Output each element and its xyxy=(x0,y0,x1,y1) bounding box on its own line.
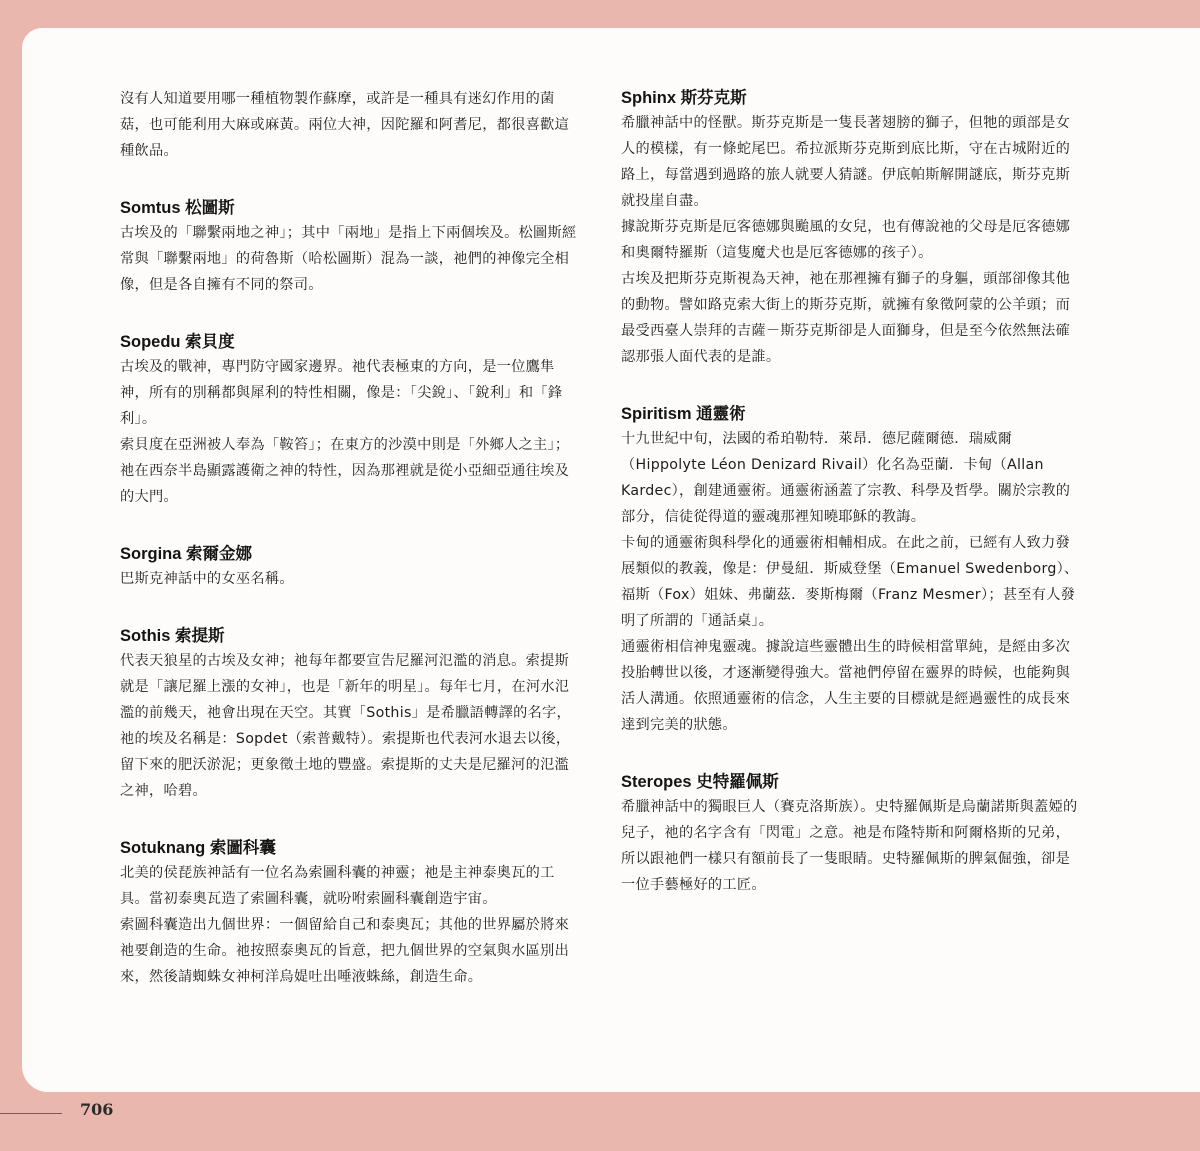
entry-paragraph: 據說斯芬克斯是厄客德娜與颱風的女兒，也有傳說祂的父母是厄客德娜和奧爾特羅斯（這隻魔犬也是厄客德娜的孩子）。 xyxy=(621,219,1071,261)
entry-paragraph: 索圖科囊造出九個世界：一個留給自己和泰奧瓦；其他的世界屬於將來祂要創造的生命。祂按照泰奧瓦的旨意，把九個世界的空氣與水區別出來，然後請蜘蛛女神柯洋烏媞吐出唾液蛛絲，創造生命。 xyxy=(120,917,570,985)
entry-paragraph: 古埃及把斯芬克斯視為天神，祂在那裡擁有獅子的身軀，頭部卻像其他的動物。譬如路克索大街上的斯芬克斯，就擁有象徵阿蒙的公羊頭；而最受西臺人崇拜的吉薩－斯芬克斯卻是人面獅身，但是至今依然無法確認那張人面代表的是誰。 xyxy=(621,271,1071,365)
right-column xyxy=(621,86,1079,930)
entry-paragraph: 古埃及的戰神，專門防守國家邊界。祂代表極東的方向，是一位鷹隼神，所有的別稱都與犀利的特性相關，像是：「尖銳」、「銳利」和「鋒利」。 xyxy=(120,359,563,427)
entry-title: Spiritism 通靈術 xyxy=(621,405,746,423)
left-column xyxy=(120,86,578,1022)
entry-paragraph: 希臘神話中的怪獸。斯芬克斯是一隻長著翅膀的獅子，但牠的頭部是女人的模樣，有一條蛇尾巴。希拉派斯芬克斯到底比斯，守在古城附近的路上，每當遇到過路的旅人就要人猜謎。伊底帕斯解開謎底，斯芬克斯就投崖自盡。 xyxy=(621,115,1071,209)
entry-sphinx xyxy=(621,86,1079,370)
entry-title: Steropes 史特羅佩斯 xyxy=(621,773,779,791)
entry-title: Sorgina 索爾金娜 xyxy=(120,545,253,563)
entry-title: Sothis 索提斯 xyxy=(120,627,225,645)
entry-somtus xyxy=(120,196,578,298)
entry-title: Sotuknang 索圖科囊 xyxy=(120,839,276,857)
entry-paragraph: 十九世紀中旬，法國的希珀勒特．萊昂．德尼薩爾德．瑞威爾（Hippolyte Léon Denizard Rivail）化名為亞蘭．卡甸（Allan Kardec），創建通靈術。通靈術涵蓋了宗教、科學及哲學。關於宗教的部分，信徒從得道的靈魂那裡知曉耶穌的教誨。 xyxy=(621,431,1071,525)
entry-sopedu xyxy=(120,330,578,510)
entry-sotuknang xyxy=(120,836,578,990)
entry-title: Somtus 松圖斯 xyxy=(120,199,235,217)
entry-paragraph: 通靈術相信神鬼靈魂。據說這些靈體出生的時候相當單純，是經由多次投胎轉世以後，才逐漸變得強大。當祂們停留在靈界的時候，也能夠與活人溝通。依照通靈術的信念，人生主要的目標就是經過靈性的成長來達到完美的狀態。 xyxy=(621,639,1071,733)
entry-spiritism xyxy=(621,402,1079,738)
entry-title: Sphinx 斯芬克斯 xyxy=(621,89,747,107)
entry-paragraph: 古埃及的「聯繫兩地之神」；其中「兩地」是指上下兩個埃及。松圖斯經常與「聯繫兩地」的荷魯斯（哈松圖斯）混為一談，祂們的神像完全相像，但是各自擁有不同的祭司。 xyxy=(120,225,577,293)
entry-steropes xyxy=(621,770,1079,898)
entry-sorgina xyxy=(120,542,578,592)
entry-paragraph: 代表天狼星的古埃及女神；祂每年都要宣告尼羅河氾濫的消息。索提斯就是「讓尼羅上漲的女神」，也是「新年的明星」。每年七月，在河水氾濫的前幾天，祂會出現在天空。其實「Sothis」是希臘語轉譯的名字，祂的埃及名稱是：Sopdet（索普戴特）。索提斯也代表河水退去以後，留下來的肥沃淤泥；更象徵土地的豐盛。索提斯的丈夫是尼羅河的氾濫之神，哈碧。 xyxy=(120,653,572,799)
entry-sothis xyxy=(120,624,578,804)
entry-title: Sopedu 索貝度 xyxy=(120,333,235,351)
entry-paragraph: 巴斯克神話中的女巫名稱。 xyxy=(120,571,294,587)
entry-paragraph: 卡甸的通靈術與科學化的通靈術相輔相成。在此之前，已經有人致力發展類似的教義，像是：伊曼紐．斯威登堡（Emanuel Swedenborg）、福斯（Fox）姐妹、弗蘭茲．麥斯梅爾（Franz Mesmer）；甚至有人發明了所謂的「通話桌」。 xyxy=(621,535,1079,629)
entry-paragraph: 希臘神話中的獨眼巨人（賽克洛斯族）。史特羅佩斯是烏蘭諾斯與蓋婭的兒子，祂的名字含有「閃電」之意。祂是布隆特斯和阿爾格斯的兄弟，所以跟祂們一樣只有額前長了一隻眼睛。史特羅佩斯的脾氣倔強，卻是一位手藝極好的工匠。 xyxy=(621,799,1078,893)
lead-paragraph: 沒有人知道要用哪一種植物製作蘇摩，或許是一種具有迷幻作用的菌菇，也可能利用大麻或麻黃。兩位大神，因陀羅和阿耆尼，都很喜歡這種飲品。 xyxy=(120,91,570,159)
footer-rule xyxy=(0,1113,62,1114)
entry-paragraph: 北美的侯琵族神話有一位名為索圖科囊的神靈；祂是主神泰奧瓦的工具。當初泰奧瓦造了索圖科囊，就吩咐索圖科囊創造宇宙。 xyxy=(120,865,555,907)
page-number: 706 xyxy=(80,1100,114,1119)
entry-paragraph: 索貝度在亞洲被人奉為「鞍笞」；在東方的沙漠中則是「外鄉人之主」；祂在西奈半島顯露護衛之神的特性，因為那裡就是從小亞細亞通往埃及的大門。 xyxy=(120,437,570,505)
